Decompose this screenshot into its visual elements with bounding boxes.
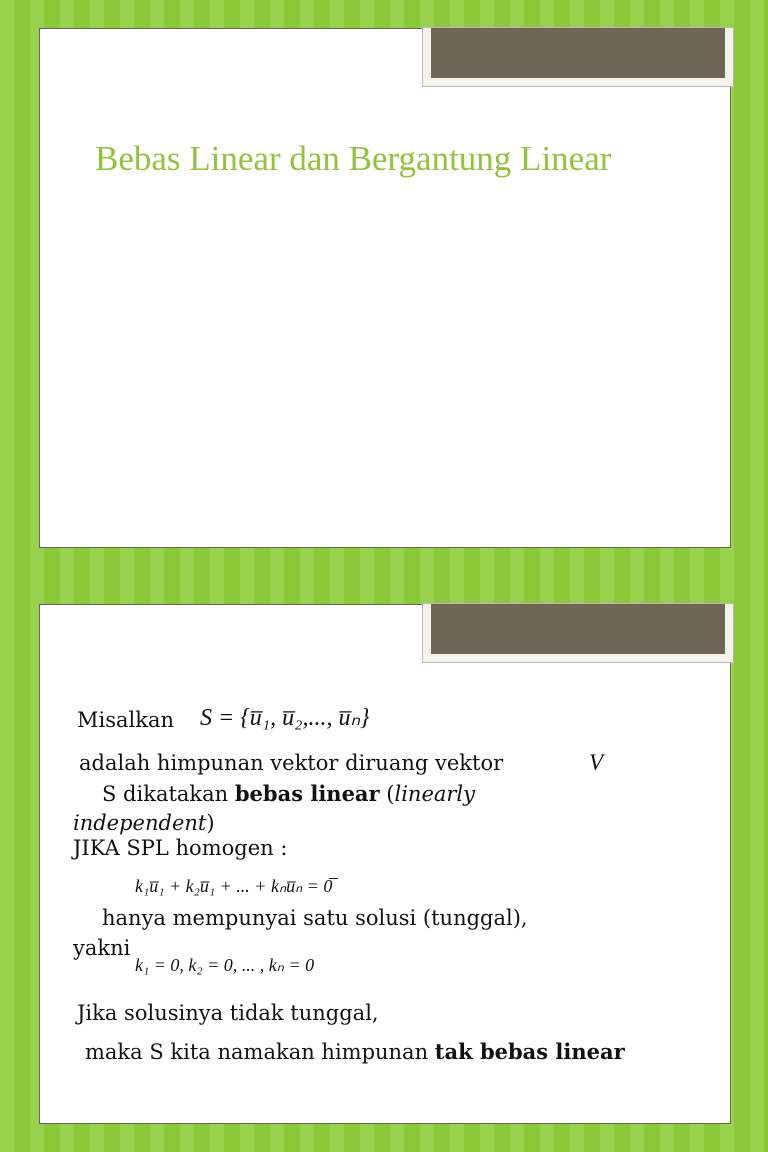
misalkan-label: Misalkan	[77, 708, 175, 732]
linearly-term: linearly	[394, 782, 476, 806]
linear-combination-equation: k₁u̅₁ + k₂u̅₁ + ... + kₙu̅ₙ = 0̅	[135, 876, 333, 896]
unique-solution-text: hanya mempunyai satu solusi (tunggal),	[102, 906, 528, 930]
header-tab-fill	[431, 28, 725, 78]
slide-title: Bebas Linear dan Bergantung Linear	[95, 139, 612, 178]
slide-panel	[39, 604, 731, 1124]
vector-space-var: V	[589, 750, 604, 775]
spl-homogen-text: JIKA SPL homogen :	[73, 836, 288, 860]
independent-term: independent	[73, 811, 207, 835]
bebas-linear-term: bebas linear	[234, 781, 380, 806]
tak-bebas-linear-term: tak bebas linear	[434, 1039, 625, 1064]
header-tab-fill	[431, 604, 725, 654]
slide-2	[0, 576, 768, 1152]
not-unique-text: Jika solusinya tidak tunggal,	[77, 1001, 379, 1025]
header-tab	[422, 603, 734, 663]
dependent-prefix: maka S kita namakan himpunan	[85, 1040, 435, 1064]
slide-panel	[39, 28, 731, 548]
header-tab	[422, 27, 734, 87]
yakni-text: yakni	[73, 936, 131, 960]
definition-prefix: S dikatakan	[102, 782, 235, 806]
independent-line	[73, 813, 215, 834]
paren-close: )	[206, 811, 215, 835]
dependent-line	[85, 1041, 625, 1063]
vector-space-text: adalah himpunan vektor diruang vektor	[79, 751, 504, 775]
trivial-solution-equation: k₁ = 0, k₂ = 0, ... , kₙ = 0	[135, 955, 315, 975]
paren-open: (	[379, 782, 395, 806]
definition-line	[102, 783, 475, 805]
set-s-formula: S = {u̅₁, u̅₂,..., u̅ₙ}	[200, 705, 370, 731]
